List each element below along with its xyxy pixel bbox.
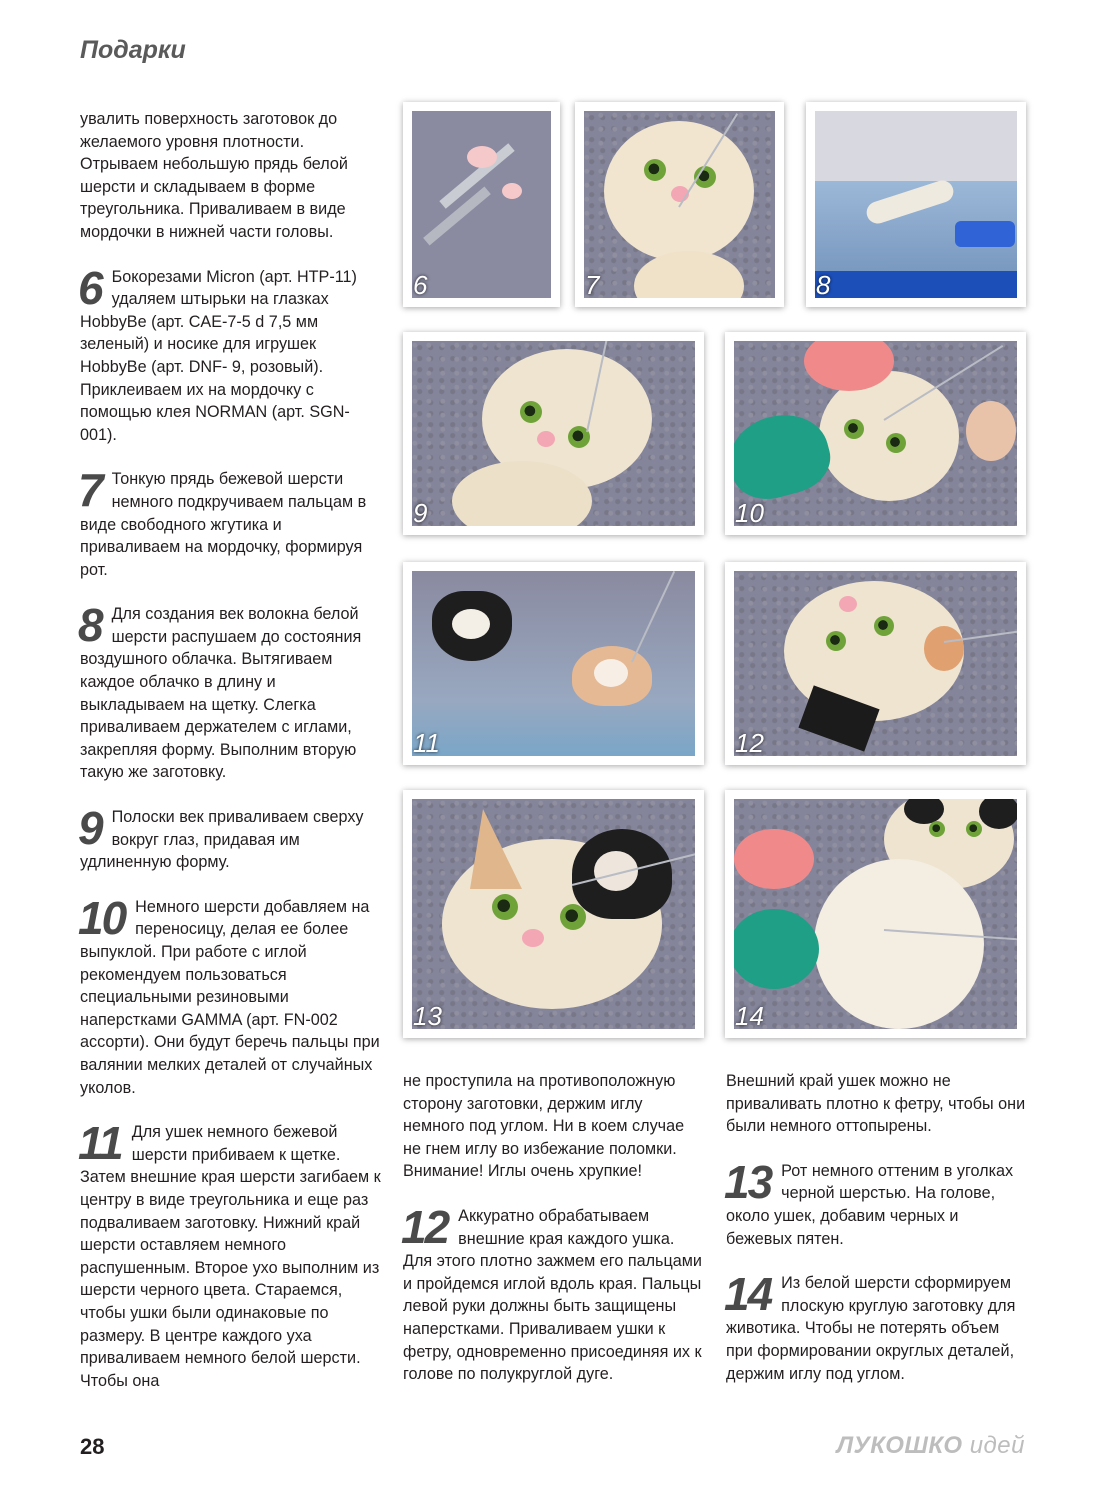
step-text: Для ушек немного бежевой шерсти прибиваем к щетке. Затем внешние края шерсти загибаем к центру в виде треугольника и еще раз подваливаем заготовку. Нижний край шерсти оставляем немного распушенным. Второе ухо выполним из шерсти черного цвета. Стараемся, чтобы ушки были одинаковые по размеру. В центре каждого уха приваливаем немного белой шерсти. Чтобы она: [80, 1123, 381, 1390]
step-number: 6: [78, 261, 102, 314]
photo-label: 6: [413, 270, 428, 300]
photo-image: [584, 111, 775, 298]
step-number: 7: [78, 464, 102, 517]
step-number: 10: [78, 891, 126, 944]
section-title: Подарки: [80, 36, 186, 64]
brand-main: ЛУКОШКО: [836, 1432, 963, 1459]
photo-image: [815, 111, 1017, 298]
photo-image: [734, 571, 1017, 756]
step-text: Тонкую прядь бежевой шерсти немного подкручиваем пальцам в виде свободного жгутика и приваливаем на мордочку, формируя рот.: [80, 470, 367, 579]
step-9: [78, 802, 382, 874]
right-column: [726, 1070, 1026, 1407]
photo-step-9: [403, 332, 704, 535]
step-text: Рот немного оттеним в уголках черной шерстью. На голове, около ушек, добавим черных и бежевых пятен.: [726, 1161, 1014, 1248]
photo-image: [412, 799, 695, 1029]
step-12: [401, 1200, 703, 1386]
step-text: Аккуратно обрабатываем внешние края каждого ушка. Для этого плотно зажмем его пальцами и пройдемся иглой вдоль края. Пальцы левой руки должны быть защищены наперстками. Приваливаем ушки к фетру, одновременно присоединяя их к голове по полукруглой дуге.: [403, 1206, 702, 1384]
photo-label: 13: [413, 1001, 442, 1031]
right-intro-text: Внешний край ушек можно не приваливать плотно к фетру, чтобы они были немного оттопырены.: [726, 1072, 1026, 1136]
photo-step-10: [725, 332, 1026, 535]
step-text: Полоски век приваливаем сверху вокруг глаз, придавая им удлиненную форму.: [80, 808, 364, 872]
step-text: Немного шерсти добавляем на переносицу, делая ее более выпуклой. При работе с иглой рекомендуем пользоваться специальными резиновыми наперстками GAMMA (арт. FN-002 ассорти). Они будут беречь пальцы при валянии мелких деталей от случайных уколов.: [80, 897, 380, 1097]
step-11: [78, 1117, 382, 1392]
photo-label: 11: [413, 728, 440, 758]
brand-logo: [837, 1432, 1025, 1460]
photo-image: [734, 799, 1017, 1029]
page-number: 28: [80, 1434, 105, 1459]
photo-image: [412, 111, 551, 298]
photo-step-14: [725, 790, 1026, 1038]
step-10: [78, 891, 382, 1099]
photo-label: 8: [816, 270, 831, 300]
step-6: [78, 261, 382, 447]
brand-sub: идей: [969, 1432, 1025, 1459]
step-text: Из белой шерсти сформируем плоскую круглую заготовку для животика. Чтобы не потерять объем при формировании округлых деталей, держим иглу под углом.: [726, 1274, 1016, 1383]
photo-label: 9: [413, 498, 428, 528]
photo-step-12: [725, 562, 1026, 765]
step-text: Для создания век волокна белой шерсти распушаем до состояния воздушного облачка. Вытягиваем каждое облачко в длину и выкладываем на щетку. Слегка приваливаем держателем с иглами, закрепляя форму. Выполним вторую такую же заготовку.: [80, 605, 362, 782]
step-13: [724, 1155, 1026, 1250]
photo-step-8: [806, 102, 1026, 307]
step-number: 12: [401, 1200, 449, 1253]
step-number: 9: [78, 802, 102, 855]
photo-step-7: [575, 102, 784, 307]
step-14: [724, 1268, 1026, 1385]
photo-label: 14: [735, 1001, 764, 1031]
step-text: Бокорезами Micron (арт. HTP-11) удаляем штырьки на глазках HobbyBe (арт. CAE-7-5 d 7,5 мм зеленый) и носике для игрушек HobbyBe (арт. DNF- 9, розовый). Приклеиваем их на мордочку с помощью клея NORMAN (арт. SGN-001).: [80, 267, 357, 444]
step-8: [78, 599, 382, 784]
step-number: 8: [78, 599, 102, 652]
photo-label: 10: [735, 498, 764, 528]
middle-intro-text: не проступила на противоположную сторону заготовки, держим иглу немного под углом. Ни в коем случае не гнем иглу во избежание поломки. Внимание! Иглы очень хрупкие!: [403, 1072, 685, 1181]
photo-step-6: [403, 102, 560, 307]
photo-step-11: [403, 562, 704, 765]
step-number: 11: [78, 1117, 122, 1170]
photo-image: [412, 341, 695, 526]
photo-label: 7: [585, 270, 600, 300]
step-7: [78, 464, 382, 581]
photo-image: [412, 571, 695, 756]
photo-label: 12: [735, 728, 764, 758]
left-intro-text: увалить поверхность заготовок до желаемого уровня плотности. Отрываем небольшую прядь белой шерсти и складываем в форме треугольника. Приваливаем в виде мордочки в нижней части головы.: [80, 110, 348, 241]
step-number: 14: [724, 1268, 772, 1321]
photo-step-13: [403, 790, 704, 1038]
step-number: 13: [724, 1155, 772, 1208]
photo-image: [734, 341, 1017, 526]
middle-column: [403, 1070, 703, 1408]
left-column: [80, 108, 382, 1414]
